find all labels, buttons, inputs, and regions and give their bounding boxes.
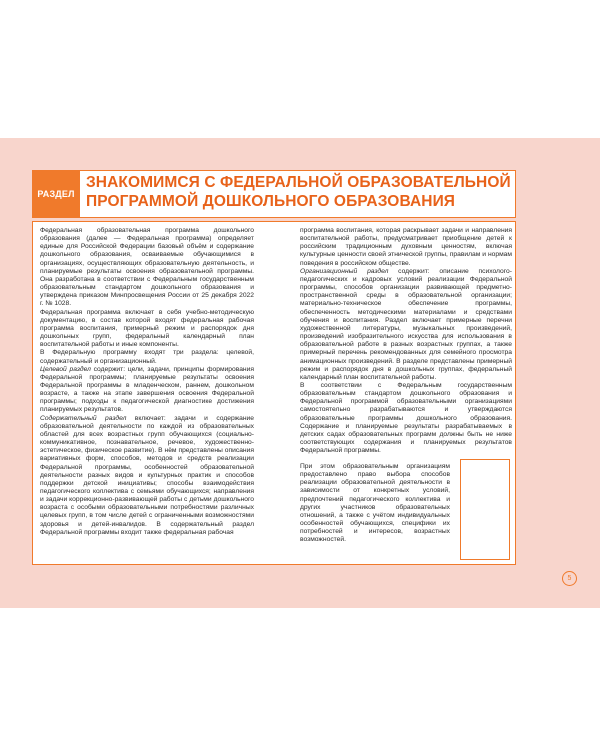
paragraph: программа воспитания, которая раскрывает задачи и направления воспитательной работы, предусматривает приобщение детей к российским традиционным духовным ценностям, включая культурные ценности своей этнической группы, правилам и нормам поведения в российском обществе. [300, 227, 512, 267]
right-column-lower [300, 463, 450, 545]
section-tag: РАЗДЕЛ [32, 170, 80, 218]
paragraph-text: содержит: цели, задачи, принципы формирования Федеральной программы; планируемые результаты освоения Федеральной программы в младенческом, раннем, дошкольном возрасте, а также на этапе завершения освоения Федеральной программы; подходы к педагогической диагностике достижения планируемых результатов. [40, 365, 254, 414]
page-number: 5 [562, 571, 577, 586]
paragraph-text: содержит: описание психолого-педагогических и кадровых условий реализации Федеральной программы, способов организации развивающей предметно-пространственной среды в образовательной организации; материально-техническое обеспечение программы, обеспеченность методическими материалами и средствами обучения и воспитания. Раздел включает примерные перечни художественной литературы, музыкальных произведений, произведений изобразительного искусства для использования в образовательной работе в разных возрастных группах, а также примерный перечень рекомендованных для семейного просмотра анимационных произведений. В разделе представлены примерный режим и распорядок дня в дошкольных группах, федеральный календарный план воспитательной работы. [300, 267, 512, 381]
section-title-line-2: ПРОГРАММОЙ ДОШКОЛЬНОГО ОБРАЗОВАНИЯ [86, 193, 456, 210]
paragraph: Федеральная программа включает в себя учебно-методическую документацию, в состав которой входят федеральная рабочая программа воспитания, примерный режим и распорядок дня дошкольных групп, федеральный календарный план воспитательной работы и иные компоненты. [40, 308, 254, 349]
paragraph [40, 415, 254, 537]
paragraph [40, 366, 254, 415]
paragraph-lead: Содержательный раздел [40, 414, 127, 422]
paragraph-lead: Целевой раздел [40, 365, 91, 373]
paragraph-lead: Организационный раздел [300, 267, 389, 275]
note-box [460, 459, 510, 560]
right-column [300, 227, 512, 455]
paragraph: Федеральная образовательная программа дошкольного образования (далее — Федеральная программа) определяет единые для Российской Федерации базовый объём и содержание дошкольного образования, осваиваемые обучающимися в организациях, осуществляющих образовательную деятельность, и планируемые результаты освоения образовательной программы. Она разработана в соответствии с Федеральным государственным образовательным стандартом дошкольного образования и утверждена приказом Минпросвещения России от 25 декабря 2022 г. № 1028. [40, 227, 254, 308]
paragraph [300, 268, 512, 382]
left-column [40, 227, 254, 537]
paragraph: В Федеральную программу входят три раздела: целевой, содержательный и организационный. [40, 349, 254, 365]
section-title-line-1: ЗНАКОМИМСЯ С ФЕДЕРАЛЬНОЙ ОБРАЗОВАТЕЛЬНОЙ [86, 174, 511, 191]
paragraph: При этом образовательным организациям предоставлено право выбора способов реализации образовательной деятельности в зависимости от конкретных условий, предпочтений педагогического коллектива и других участников образовательных отношений, а также с учётом индивидуальных особенностей обучающихся, специфики их потребностей и интересов, возрастных возможностей. [300, 463, 450, 544]
paragraph: В соответствии с Федеральным государственным образовательным стандартом дошкольного образования и Федеральной программой образовательными организациями самостоятельно разрабатываются и утверждаются образовательные программы дошкольного образования. Содержание и планируемые результаты разрабатываемых в детских садах образовательных программ должны быть не ниже соответствующих содержания и планируемых результатов Федеральной программы. [300, 381, 512, 455]
paragraph-text: включает: задачи и содержание образовательной деятельности по каждой из образовательных областей для всех возрастных групп обучающихся (социально-коммуникативное, познавательное, речевое, художественно-эстетическое, физическое развитие). В нём представлены описания вариативных форм, способов, методов и средств реализации Федеральной программы, особенностей образовательной деятельности разных видов и культурных практик и способов поддержки детской инициативы; способы взаимодействия педагогического коллектива с семьями обучающихся; направления и задачи коррекционно-развивающей работы с детьми дошкольного возраста с особыми образовательными потребностями различных целевых групп, в том числе детей с ограниченными возможностями здоровья и детей-инвалидов. В содержательный раздел Федеральной программы входит также федеральная рабочая [40, 414, 254, 536]
